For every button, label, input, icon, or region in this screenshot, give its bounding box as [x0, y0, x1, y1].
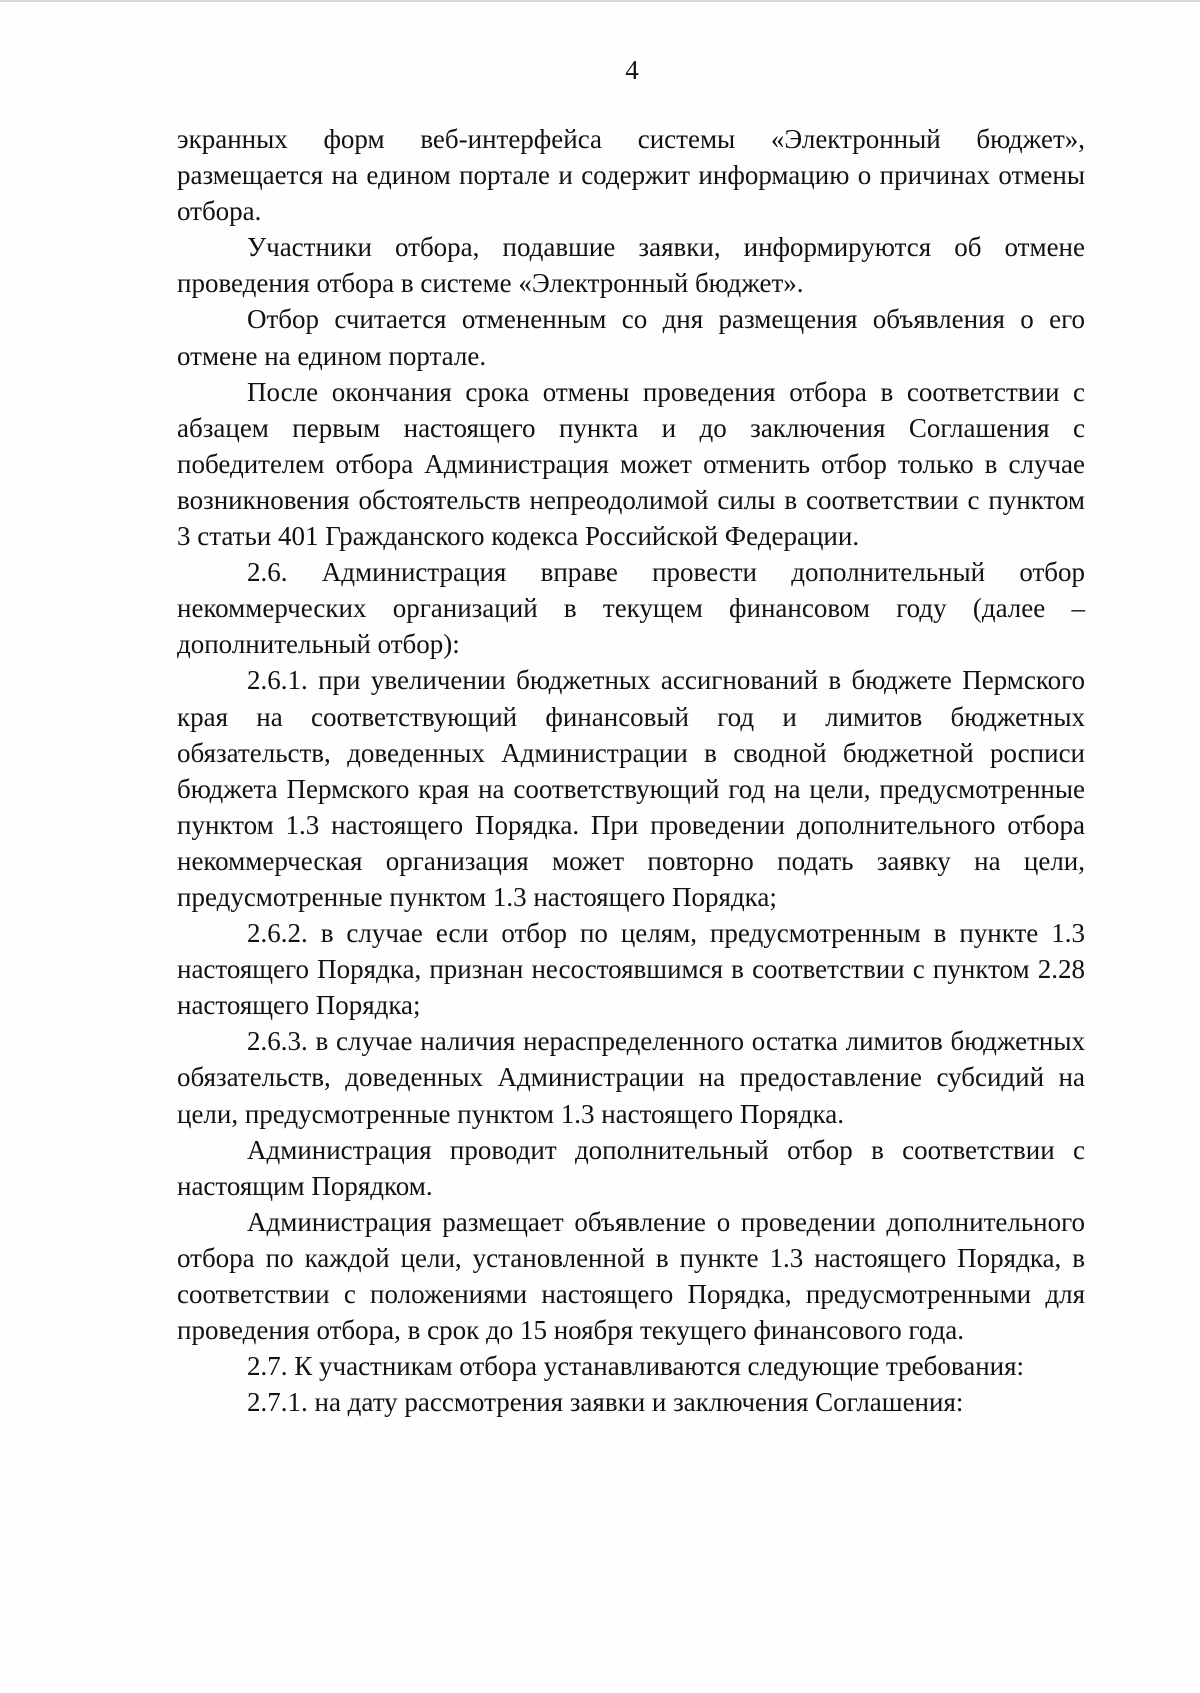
paragraph: 2.7.1. на дату рассмотрения заявки и заключения Соглашения:: [247, 1387, 964, 1418]
paragraph: экранных форм веб-интерфейса системы «Электронный бюджет», размещается на едином портале и содержит информацию о причинах отмены отбора.: [177, 124, 1085, 227]
document-body: [177, 121, 1085, 1420]
page-number: 4: [625, 55, 639, 85]
paragraph: Администрация размещает объявление о проведении дополнительного отбора по каждой цели, установленной в пункте 1.3 настоящего Порядка, в соответствии с положениями настоящего Порядка, предусмотренными для проведения отбора, в срок до 15 ноября текущего финансового года.: [177, 1206, 1085, 1346]
paragraph: 2.6.1. при увеличении бюджетных ассигнований в бюджете Пермского края на соответствующий финансовый год и лимитов бюджетных обязательств, доведенных Администрации в сводной бюджетной росписи бюджета Пермского края на соответствующий год на цели, предусмотренные пунктом 1.3 настоящего Порядка. При проведении дополнительного отбора некоммерческая организация может повторно подать заявку на цели, предусмотренные пунктом 1.3 настоящего Порядка;: [177, 665, 1085, 912]
paragraph: 2.6.3. в случае наличия нераспределенного остатка лимитов бюджетных обязательств, доведенных Администрации на предоставление субсидий на цели, предусмотренные пунктом 1.3 настоящего Порядка.: [177, 1026, 1085, 1129]
paragraph: Администрация проводит дополнительный отбор в соответствии с настоящим Порядком.: [177, 1134, 1085, 1201]
paragraph: 2.6.2. в случае если отбор по целям, предусмотренным в пункте 1.3 настоящего Порядка, признан несостоявшимся в соответствии с пунктом 2.28 настоящего Порядка;: [177, 918, 1085, 1021]
scan-top-edge: [0, 0, 1200, 2]
paragraph: 2.6. Администрация вправе провести дополнительный отбор некоммерческих организаций в текущем финансовом году (далее – дополнительный отбор):: [177, 557, 1085, 660]
paragraph: Отбор считается отмененным со дня размещения объявления о его отмене на едином портале.: [177, 304, 1085, 371]
paragraph: 2.7. К участникам отбора устанавливаются следующие требования:: [247, 1351, 1025, 1382]
paragraph: После окончания срока отмены проведения отбора в соответствии с абзацем первым настоящего пункта и до заключения Соглашения с победителем отбора Администрация может отменить отбор только в случае возникновения обстоятельств непреодолимой силы в соответствии с пунктом 3 статьи 401 Гражданского кодекса Российской Федерации.: [177, 376, 1085, 552]
paragraph: Участники отбора, подавшие заявки, информируются об отмене проведения отбора в системе «Электронный бюджет».: [177, 232, 1085, 299]
